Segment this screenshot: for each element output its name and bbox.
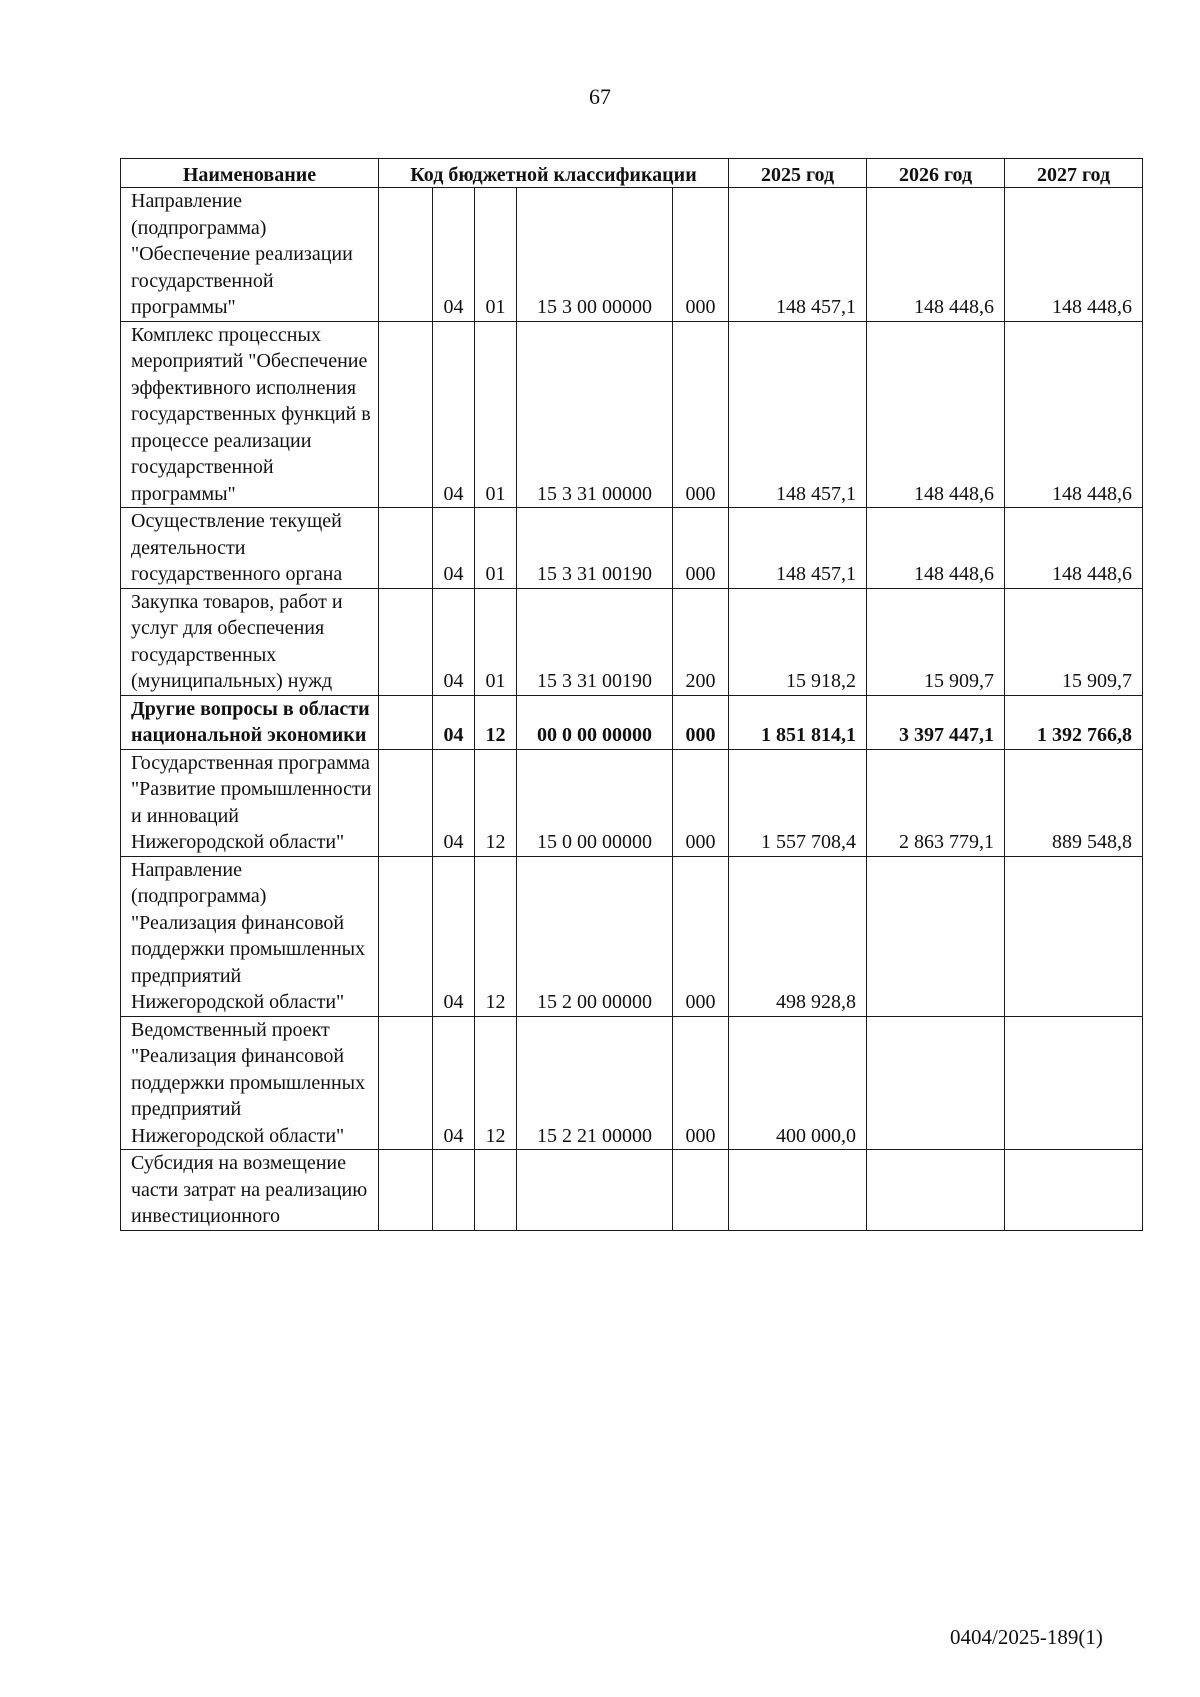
row-value-2026 [867,856,1005,1016]
row-code-blank [379,749,433,856]
row-value-2025 [729,1150,867,1231]
row-code-blank [379,321,433,508]
header-2026: 2026 год [867,159,1005,188]
row-subsection: 01 [475,321,517,508]
table-row [121,188,1143,322]
row-value-2025: 148 457,1 [729,188,867,322]
row-subsection: 01 [475,588,517,695]
row-section: 04 [433,321,475,508]
row-section: 04 [433,749,475,856]
row-subsection: 12 [475,695,517,749]
row-name: Комплекс процессных мероприятий "Обеспечение эффективного исполнения государственных функций в процессе реализации государственной программы" [121,321,379,508]
table-row-total [121,695,1143,749]
document-code: 0404/2025-189(1) [950,1625,1103,1649]
budget-table [120,158,1143,1231]
row-value-2026: 148 448,6 [867,321,1005,508]
row-value-2026: 15 909,7 [867,588,1005,695]
row-subsection [475,1150,517,1231]
row-target-code: 15 3 31 00190 [517,588,673,695]
row-value-2026 [867,1150,1005,1231]
row-value-2027: 148 448,6 [1005,188,1143,322]
row-value-2026: 3 397 447,1 [867,695,1005,749]
row-value-2027: 15 909,7 [1005,588,1143,695]
row-name: Направление (подпрограмма) "Обеспечение реализации государственной программы" [121,188,379,322]
row-code-blank [379,1150,433,1231]
table-row [121,508,1143,589]
row-expense-type [673,1150,729,1231]
row-name: Субсидия на возмещение части затрат на реализацию инвестиционного [121,1150,379,1231]
row-expense-type: 000 [673,508,729,589]
table-row [121,749,1143,856]
row-expense-type: 000 [673,188,729,322]
row-value-2026: 148 448,6 [867,508,1005,589]
row-target-code: 15 0 00 00000 [517,749,673,856]
row-target-code [517,1150,673,1231]
row-expense-type: 000 [673,856,729,1016]
row-subsection: 12 [475,856,517,1016]
row-section: 04 [433,695,475,749]
row-target-code: 15 2 21 00000 [517,1016,673,1150]
row-code-blank [379,856,433,1016]
row-value-2025: 15 918,2 [729,588,867,695]
row-code-blank [379,588,433,695]
row-value-2025: 148 457,1 [729,321,867,508]
table-header-row [121,159,1143,188]
header-name: Наименование [121,159,379,188]
row-code-blank [379,508,433,589]
row-name: Другие вопросы в области национальной экономики [121,695,379,749]
row-expense-type: 200 [673,588,729,695]
row-name: Ведомственный проект "Реализация финансовой поддержки промышленных предприятий Нижегородской области" [121,1016,379,1150]
row-subsection: 12 [475,749,517,856]
header-budget-code: Код бюджетной классификации [379,159,729,188]
row-code-blank [379,188,433,322]
row-expense-type: 000 [673,1016,729,1150]
row-subsection: 01 [475,188,517,322]
row-expense-type: 000 [673,749,729,856]
row-section: 04 [433,588,475,695]
row-value-2027: 889 548,8 [1005,749,1143,856]
row-code-blank [379,695,433,749]
table-row-continued [121,1150,1143,1231]
row-section [433,1150,475,1231]
table-row [121,1016,1143,1150]
row-name: Государственная программа "Развитие промышленности и инноваций Нижегородской области" [121,749,379,856]
row-section: 04 [433,856,475,1016]
row-name: Закупка товаров, работ и услуг для обеспечения государственных (муниципальных) нужд [121,588,379,695]
row-name: Осуществление текущей деятельности государственного органа [121,508,379,589]
row-expense-type: 000 [673,695,729,749]
row-target-code: 15 2 00 00000 [517,856,673,1016]
row-name: Направление (подпрограмма) "Реализация финансовой поддержки промышленных предприятий Нижегородской области" [121,856,379,1016]
row-value-2027 [1005,1016,1143,1150]
row-code-blank [379,1016,433,1150]
row-value-2025: 498 928,8 [729,856,867,1016]
row-section: 04 [433,188,475,322]
page-number: 67 [589,84,611,109]
row-section: 04 [433,508,475,589]
table-row [121,856,1143,1016]
table-row [121,321,1143,508]
row-subsection: 12 [475,1016,517,1150]
table-row [121,588,1143,695]
row-value-2026: 148 448,6 [867,188,1005,322]
row-expense-type: 000 [673,321,729,508]
row-value-2026: 2 863 779,1 [867,749,1005,856]
row-value-2027 [1005,856,1143,1016]
row-subsection: 01 [475,508,517,589]
row-value-2027: 148 448,6 [1005,508,1143,589]
row-value-2025: 1 557 708,4 [729,749,867,856]
row-value-2025: 400 000,0 [729,1016,867,1150]
row-target-code: 15 3 00 00000 [517,188,673,322]
row-value-2027 [1005,1150,1143,1231]
header-2025: 2025 год [729,159,867,188]
row-target-code: 00 0 00 00000 [517,695,673,749]
row-target-code: 15 3 31 00190 [517,508,673,589]
row-value-2026 [867,1016,1005,1150]
row-value-2027: 1 392 766,8 [1005,695,1143,749]
row-value-2027: 148 448,6 [1005,321,1143,508]
header-2027: 2027 год [1005,159,1143,188]
row-value-2025: 1 851 814,1 [729,695,867,749]
row-target-code: 15 3 31 00000 [517,321,673,508]
row-value-2025: 148 457,1 [729,508,867,589]
row-section: 04 [433,1016,475,1150]
